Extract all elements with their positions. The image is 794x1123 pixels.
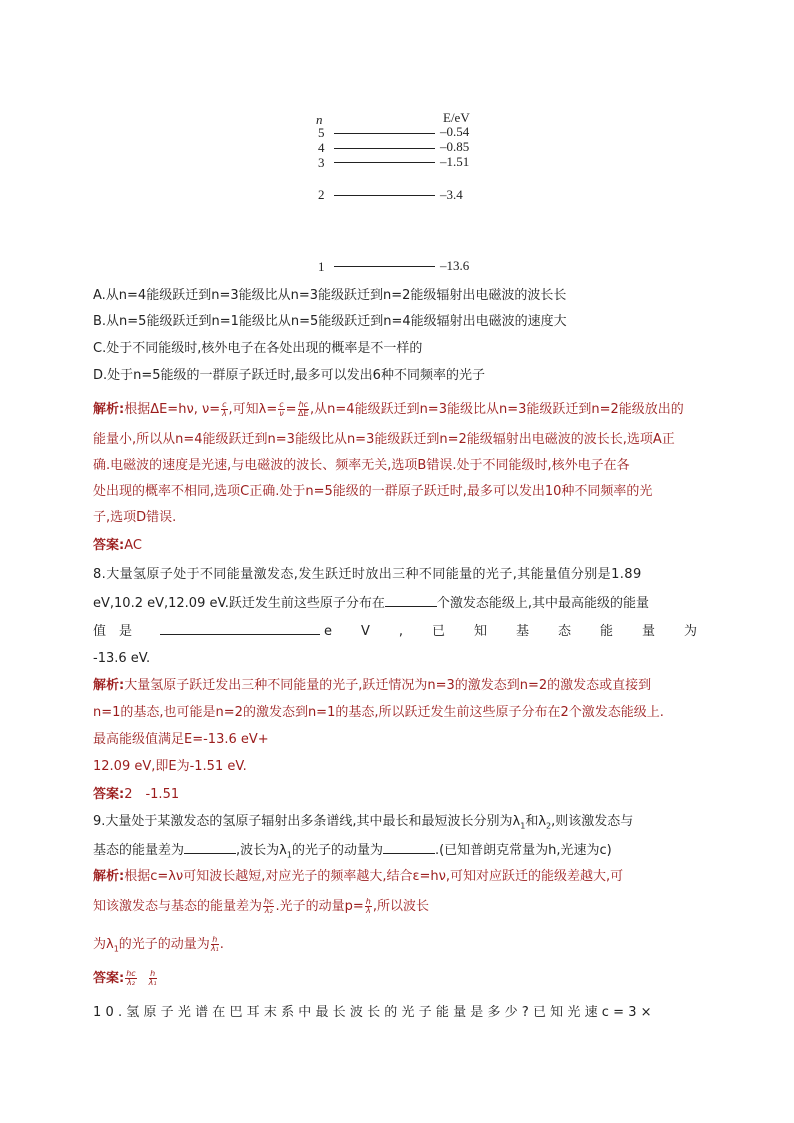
- n-axis-label: n: [316, 112, 323, 127]
- level-line-3: [334, 162, 435, 163]
- q8-analysis-line-4: 12.09 eV,即E为-1.51 eV.: [93, 759, 247, 774]
- answer-fraction-1: $\frac{hc}{\text{λ₂}}$: [126, 969, 136, 987]
- q9-analysis-line-3: 为$\lambda_1$的光子的动量为 $\frac{h}{\text{λ₁}}$ .: [93, 935, 224, 954]
- level-n1: 1: [318, 259, 325, 274]
- level-line-5: [334, 133, 435, 134]
- answer-blank-2[interactable]: [160, 622, 320, 635]
- q8-line-2: eV,10.2 eV,12.09 eV.跃迁发生前这些原子分布在 个激发态能级上,其中最高能级的能量: [93, 596, 649, 611]
- q9-answer: 答案: $\frac{hc}{\text{λ₂}}$ $\frac{h}{\text{λ₁}}$: [93, 969, 157, 987]
- level-e4: –0.85: [440, 139, 470, 154]
- level-e5: –0.54: [440, 124, 470, 139]
- option-c: C.处于不同能级时,核外电子在各处出现的概率是不一样的: [93, 341, 423, 356]
- q7-analysis-line-1: 解析:根据ΔE=hν, ν= $\frac{c}{\lambda}$ ,可知λ= $\frac{c}{\nu}$ = $\frac{hc}{\Delta E}$ ,从n=4能级跃迁到n=3能级比从n=3能级跃迁到n=2能级放出的: [93, 400, 684, 418]
- fraction-h-over-lambda1: $\frac{h}{\text{λ₁}}$: [210, 935, 219, 953]
- answer-blank-4[interactable]: [383, 841, 435, 854]
- level-line-1: [334, 266, 435, 267]
- q9-analysis-line-1: 解析:根据c=λν可知波长越短,对应光子的频率越大,结合ε=hν,可知对应跃迁的能级差越大,可: [93, 869, 624, 884]
- q8-analysis-line-3: 最高能级值满足E=-13.6 eV+: [93, 732, 269, 747]
- level-line-2: [334, 195, 435, 196]
- q7-answer: 答案:AC: [93, 538, 142, 553]
- option-a: A.从n=4能级跃迁到n=3能级比从n=3能级跃迁到n=2能级辐射出电磁波的波长长: [93, 288, 567, 303]
- level-line-4: [334, 148, 435, 149]
- level-e2: –3.4: [440, 187, 463, 202]
- q9-line-2: 基态的能量差为 ,波长为$\lambda_1$的光子的动量为 .(已知普朗克常量为h,光速为c): [93, 843, 612, 860]
- level-n2: 2: [318, 187, 325, 202]
- option-b: B.从n=5能级跃迁到n=1能级比从n=5能级跃迁到n=4能级辐射出电磁波的速度大: [93, 314, 567, 329]
- q8-answer: 答案:2 -1.51: [93, 787, 180, 802]
- q7-analysis-line-4: 处出现的概率不相同,选项C正确.处于n=5能级的一群原子跃迁时,最多可以发出10种不同频率的光: [93, 484, 653, 499]
- answer-blank-1[interactable]: [385, 594, 437, 607]
- answer-label: 答案:: [93, 538, 125, 553]
- fraction-hc-over-lambda2: $\frac{hc}{\text{λ₂}}$: [264, 897, 274, 915]
- energy-axis-label: E/eV: [443, 110, 470, 125]
- q9-line-1: 9.大量处于某激发态的氢原子辐射出多条谱线,其中最长和最短波长分别为$\lambda_1$和$\lambda_2$,则该激发态与: [93, 814, 634, 831]
- q8-analysis-line-2: n=1的基态,也可能是n=2的激发态到n=1的基态,所以跃迁发生前这些原子分布在2个激发态能级上.: [93, 705, 664, 720]
- answer-fraction-2: $\frac{h}{\text{λ₁}}$: [148, 969, 157, 987]
- level-n4: 4: [318, 140, 325, 155]
- q7-analysis-line-2: 能量小,所以从n=4能级跃迁到n=3能级比从n=3能级跃迁到n=2能级辐射出电磁波的波长长,选项A正: [93, 432, 675, 447]
- q8-analysis-line-1: 解析:大量氢原子跃迁发出三种不同能量的光子,跃迁情况为n=3的激发态到n=2的激发态或直接到: [93, 678, 652, 693]
- level-n3: 3: [318, 155, 325, 170]
- analysis-label: 解析:: [93, 402, 125, 417]
- q7-analysis-line-3: 确.电磁波的速度是光速,与电磁波的波长、频率无关,选项B错误.处于不同能级时,核外电子在各: [93, 458, 630, 473]
- q7-analysis-line-5: 子,选项D错误.: [93, 510, 177, 525]
- level-e1: –13.6: [440, 258, 470, 273]
- fraction-hc-over-de: $\frac{hc}{\Delta E}$: [298, 400, 309, 418]
- option-d: D.处于n=5能级的一群原子跃迁时,最多可以发出6种不同频率的光子: [93, 368, 485, 383]
- q8-line-4: -13.6 eV.: [93, 651, 151, 666]
- q8-line-3: 值 是 e V , 已 知 基 态 能 量 为: [93, 624, 706, 639]
- fraction-h-over-lambda: $\frac{h}{\lambda}$: [365, 897, 371, 915]
- level-n5: 5: [318, 125, 325, 140]
- fraction-c-over-nu: $\frac{c}{\nu}$: [279, 400, 284, 418]
- answer-blank-3[interactable]: [184, 841, 236, 854]
- q9-analysis-line-2: 知该激发态与基态的能量差为 $\frac{hc}{\text{λ₂}}$ .光子的动量p= $\frac{h}{\lambda}$ ,所以波长: [93, 897, 429, 915]
- q10-line-1: 10.氢原子光谱在巴耳末系中最长波长的光子能量是多少?已知光速c=3×: [93, 1005, 656, 1020]
- fraction-c-over-lambda: $\frac{c}{\lambda}$: [221, 400, 227, 418]
- level-e3: –1.51: [440, 154, 470, 169]
- q8-line-1: 8.大量氢原子处于不同能量激发态,发生跃迁时放出三种不同能量的光子,其能量值分别是1.89: [93, 567, 642, 582]
